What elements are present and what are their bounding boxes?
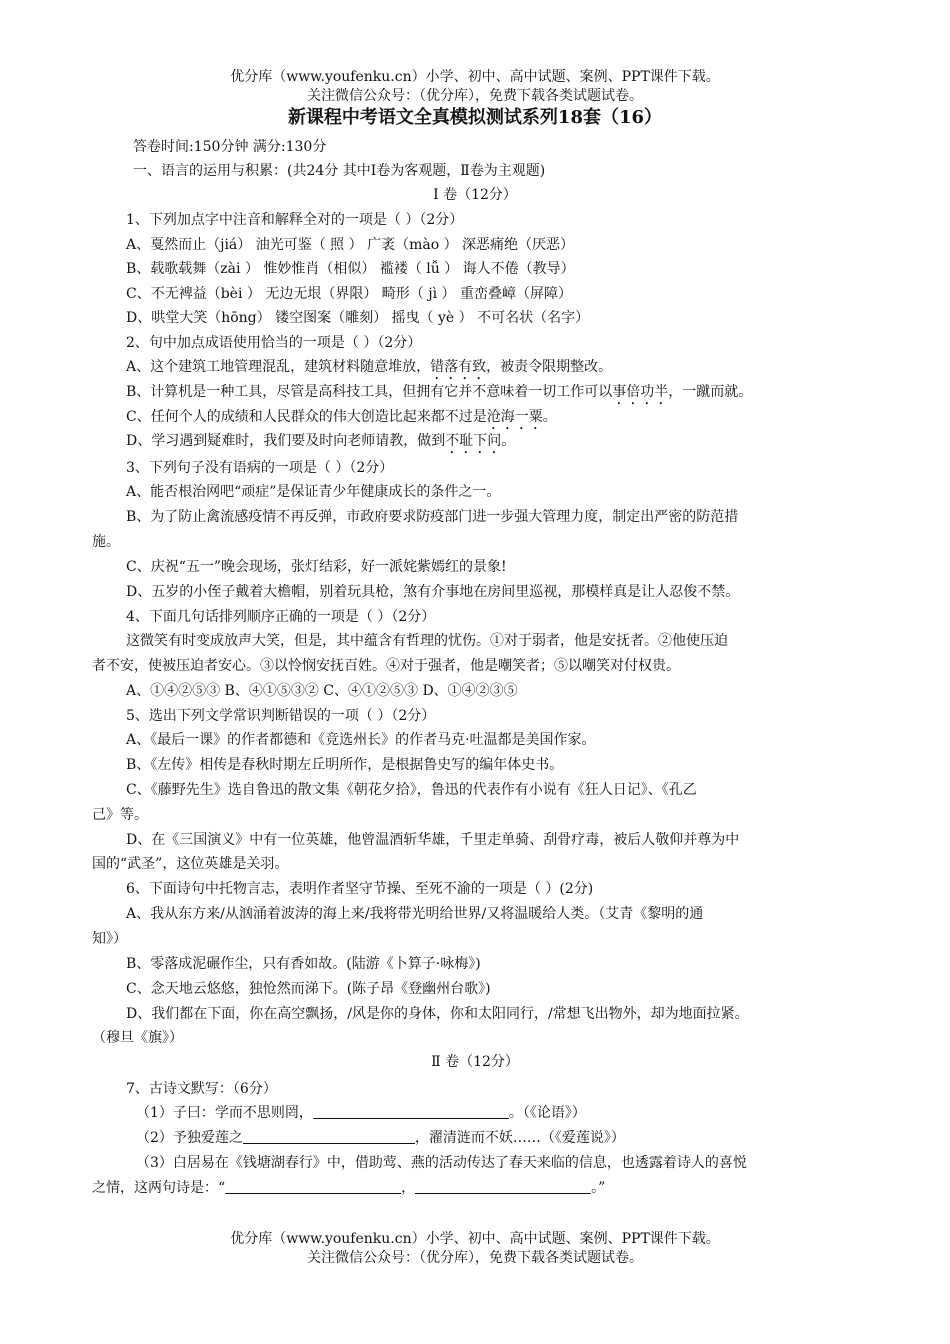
exam-info: 答卷时间:150分钟 满分:130分 [133,139,327,155]
question-7-stem: 7、古诗文默写：（6分） [126,1081,277,1097]
question-1-option-d: D、哄堂大笑（hōng） 镂空图案（雕刻） 摇曳（ yè ） 不可名状（名字） [126,310,590,326]
question-3-option-b: B、为了防止禽流感疫情不再反弹，市政府要求防疫部门进一步强大管理力度，制定出严密的防范措 [126,509,739,525]
question-2-option-c [126,408,557,433]
item-text: 。” [591,1180,606,1196]
question-5-option-c-cont: 己》等。 [92,807,148,823]
question-1-stem: 1、下列加点字中注音和解释全对的一项是（ ）（2分） [126,212,464,228]
item-text: （2）予独爱莲之 [136,1130,243,1146]
question-2-stem: 2、句中加点成语使用恰当的一项是（ ）（2分） [126,335,422,351]
item-text: 之情，这两句诗是：“ [92,1180,226,1196]
option-text: ，一蹴而就。 [668,384,753,400]
question-1-option-c: C、不无裨益（bèi ） 无边无垠（界限） 畸形（ jì ） 重峦叠嶂（屏障） [126,286,572,302]
dotted-idiom: 沧海一粟 [486,409,543,425]
question-4-passage: 这微笑有时变成放声大笑，但是，其中蕴含有哲理的忧伤。①对于弱者，他是安抚者。②他使压迫 [126,633,728,649]
question-6-option-d-cont: （穆旦《旗》） [92,1030,183,1046]
question-7-item-3: （3）白居易在《钱塘湖春行》中，借助莺、燕的活动传达了春天来临的信息，也透露着诗人的喜悦 [136,1155,747,1171]
question-5-stem: 5、选出下列文学常识判断错误的一项（ ）（2分） [126,708,436,724]
question-5-option-a: A、《最后一课》的作者都德和《竞选州长》的作者马克·吐温都是美国作家。 [126,732,596,748]
question-6-option-b: B、零落成泥碾作尘，只有香如故。(陆游《卜算子·咏梅》) [126,956,481,972]
question-3-option-a: A、能否根治网吧“顽症”是保证青少年健康成长的条件之一。 [126,484,501,500]
question-4-options: A、①④②⑤③ B、④①⑤③② C、④①②⑤③ D、①④②③⑤ [126,683,518,699]
question-7-item-1 [136,1104,586,1122]
question-4-passage-cont: 者不安，使被压迫者安心。③以怜悯安抚百姓。④对于强者，他是嘲笑者；⑤以嘲笑对付权贵。 [92,658,680,674]
dotted-idiom: 不耻下问 [445,433,502,449]
option-text: 。 [542,409,557,425]
question-1-option-a: A、戛然而止（jiá） 油光可鉴（ 照 ） 广袤（mào ） 深恶痛绝（厌恶） [126,237,575,253]
item-text: ， [401,1180,416,1196]
question-5-option-b: B、《左传》相传是春秋时期左丘明所作，是根据鲁史写的编年体史书。 [126,757,564,773]
item-text: 。（《论语》） [508,1105,586,1121]
question-3-option-b-cont: 施。 [92,534,120,550]
answer-blank[interactable] [243,1129,415,1144]
page-header-line-2: 关注微信公众号：（优分库），免费下载各类试题试卷。 [307,88,643,104]
question-1-option-b: B、载歌载舞（zài ） 惟妙惟肖（相似） 褴褛（ lǚ ） 诲人不倦（教导） [126,261,575,277]
question-2-option-b [126,383,752,408]
question-5-option-d-cont: 国的“武圣”，这位英雄是关羽。 [92,856,289,872]
question-5-option-c: C、《藤野先生》选自鲁迅的散文集《朝花夕拾》，鲁迅的代表作有小说有《狂人日记》、《孔乙 [126,782,697,798]
question-7-item-2 [136,1129,625,1147]
volume-2-heading: Ⅱ 卷（12分） [431,1054,519,1070]
answer-blank[interactable] [415,1179,591,1194]
dotted-idiom: 错落有致 [430,359,487,375]
question-6-option-a: A、我从东方来/从汹涌着波涛的海上来/我将带光明给世界/又将温暖给人类。（艾青《黎明的通 [126,906,704,922]
option-text: 。 [501,433,516,449]
question-3-option-c: C、庆祝“五一”晚会现场，张灯结彩，好一派姹紫嫣红的景象! [126,559,507,575]
question-6-stem: 6、下面诗句中托物言志，表明作者坚守节操、至死不渝的一项是（ ）(2分) [126,881,594,897]
dotted-idiom: 事倍功半 [612,384,669,400]
page-header-line-1: 优分库（www.youfenku.cn）小学、初中、高中试题、案例、PPT课件下载。 [230,69,720,85]
option-text: ，被责令限期整改。 [486,359,613,375]
question-2-option-d [126,432,515,457]
option-text: A、这个建筑工地管理混乱，建筑材料随意堆放， [126,359,431,375]
page-footer-line-2: 关注微信公众号：（优分库），免费下载各类试题试卷。 [307,1250,643,1266]
question-4-stem: 4、下面几句话排列顺序正确的一项是（ ）（2分） [126,609,436,625]
answer-blank[interactable] [313,1104,509,1119]
item-text: ，濯清涟而不妖……（《爱莲说》） [414,1130,625,1146]
question-6-option-c: C、念天地云悠悠，独怆然而涕下。(陈子昂《登幽州台歌》) [126,981,491,997]
page-title: 新课程中考语文全真模拟测试系列18套（16） [287,107,663,128]
question-7-item-3-cont [92,1179,605,1197]
option-text: D、学习遇到疑难时，我们要及时向老师请教，做到 [126,433,446,449]
answer-blank[interactable] [225,1179,401,1194]
question-6-option-a-cont: 知》） [92,931,127,947]
page-footer-line-1: 优分库（www.youfenku.cn）小学、初中、高中试题、案例、PPT课件下载。 [230,1231,720,1247]
volume-1-heading: Ⅰ 卷（12分） [433,187,517,203]
question-2-option-a [126,358,612,383]
question-6-option-d: D、我们都在下面，你在高空飘扬，/风是你的身体，你和太阳同行，/常想飞出物外，却为地面拉紧。 [126,1006,749,1022]
option-text: B、计算机是一种工具，尽管是高科技工具，但拥有它并不意味着一切工作可以 [126,384,613,400]
item-text: （1）子曰：学而不思则罔， [136,1105,313,1121]
option-text: C、任何个人的成绩和人民群众的伟大创造比起来都不过是 [126,409,487,425]
section-heading: 一、语言的运用与积累：(共24分 其中Ⅰ卷为客观题，Ⅱ卷为主观题) [133,163,546,179]
question-3-option-d: D、五岁的小侄子戴着大檐帽，别着玩具枪，煞有介事地在房间里巡视，那模样真是让人忍俊不禁。 [126,584,740,600]
question-5-option-d: D、在《三国演义》中有一位英雄，他曾温酒斩华雄，千里走单骑、刮骨疗毒，被后人敬仰并尊为中 [126,832,740,848]
question-3-stem: 3、下列句子没有语病的一项是（ ）（2分） [126,460,394,476]
